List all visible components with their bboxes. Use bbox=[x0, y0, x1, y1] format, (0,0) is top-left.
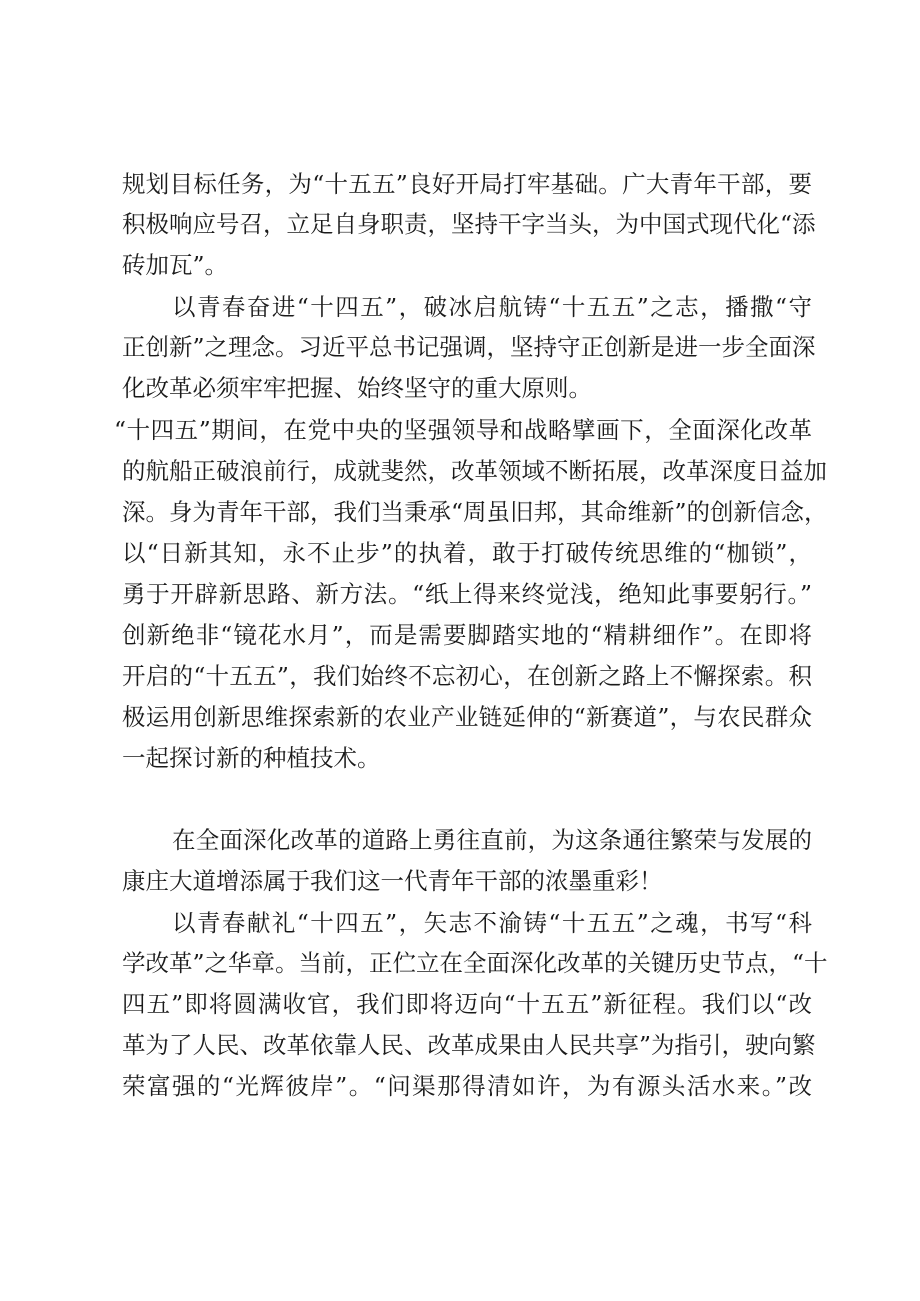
text-line: 开启的“十五五”，我们始终不忘初心，在创新之路上不懈探索。积 bbox=[122, 662, 812, 690]
text-line: 正创新”之理念。习近平总书记强调，坚持守正创新是进一步全面深 bbox=[122, 333, 816, 361]
text-line: 深。身为青年干部，我们当秉承“周虽旧邦，其命维新”的创新信念， bbox=[122, 498, 828, 526]
text-line: 的航船正破浪前行，成就斐然，改革领域不断拓展，改革深度日益加 bbox=[122, 457, 827, 485]
text-line: 革为了人民、改革依靠人民、改革成果由人民共享”为指引，驶向繁 bbox=[122, 1031, 816, 1059]
text-line: 勇于开辟新思路、新方法。“纸上得来终觉浅，绝知此事要躬行。” bbox=[122, 580, 812, 608]
text-line: 化改革必须牢牢把握、始终坚守的重大原则。 bbox=[122, 374, 592, 402]
text-line: 一起探讨新的种植技术。 bbox=[122, 744, 381, 772]
text-line: 规划目标任务，为“十五五”良好开局打牢基础。广大青年干部，要 bbox=[122, 170, 812, 198]
text-line: 在全面深化改革的道路上勇往直前，为这条通往繁荣与发展的 bbox=[172, 826, 812, 854]
text-line: 砖加瓦”。 bbox=[122, 251, 229, 279]
text-line: 四五”即将圆满收官，我们即将迈向“十五五”新征程。我们以“改 bbox=[122, 990, 812, 1018]
text-line: 积极响应号召，立足自身职责，坚持干字当头，为中国式现代化“添 bbox=[122, 210, 816, 238]
text-line: 以青春献礼“十四五”，矢志不渝铸“十五五”之魂，书写“科 bbox=[172, 909, 812, 937]
text-line: 极运用创新思维探索新的农业产业链延伸的“新赛道”，与农民群众 bbox=[122, 703, 812, 731]
text-line: 康庄大道增添属于我们这一代青年干部的浓墨重彩！ bbox=[122, 867, 663, 895]
text-line: “十四五”期间，在党中央的坚强领导和战略擘画下，全面深化改革 bbox=[114, 416, 812, 444]
text-line: 以“日新其知，永不止步”的执着，敢于打破传统思维的“枷锁”， bbox=[122, 539, 812, 567]
text-line: 荣富强的“光辉彼岸”。“问渠那得清如许，为有源头活水来。”改 bbox=[122, 1072, 812, 1100]
text-line: 创新绝非“镜花水月”，而是需要脚踏实地的“精耕细作”。在即将 bbox=[122, 621, 812, 649]
text-line: 以青春奋进“十四五”，破冰启航铸“十五五”之志，播撒“守 bbox=[172, 293, 812, 321]
text-line: 学改革”之华章。当前，正伫立在全面深化改革的关键历史节点，“十 bbox=[122, 949, 828, 977]
